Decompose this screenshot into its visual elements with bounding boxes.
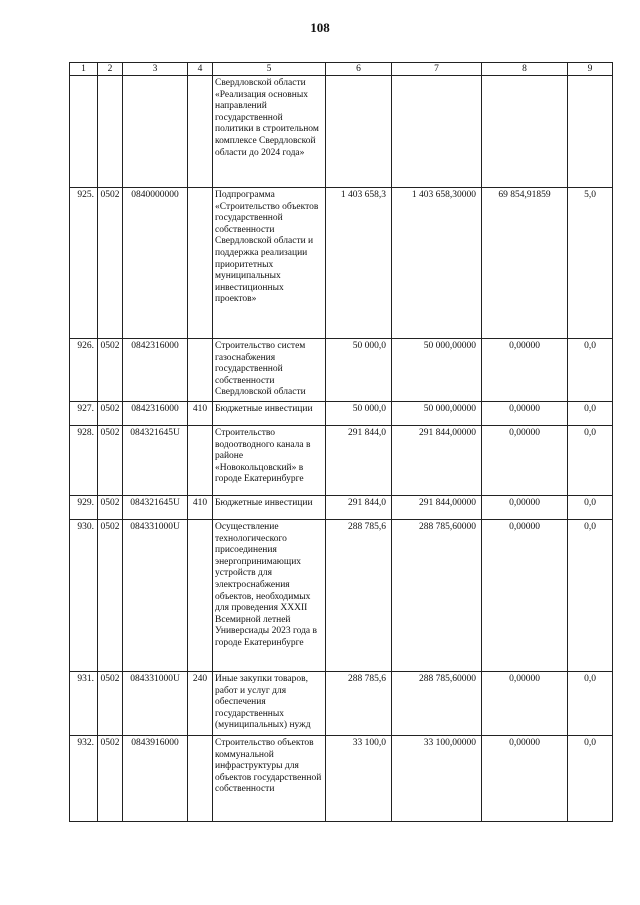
table-row — [70, 76, 613, 188]
planned-amount: 50 000,0 — [326, 401, 392, 425]
column-header: 8 — [482, 63, 568, 76]
row-name: Строительство водоотводного канала в районе «Новокольцовский» в городе Екатеринбурге — [213, 425, 326, 495]
section-code: 0502 — [98, 401, 123, 425]
section-code: 0502 — [98, 671, 123, 735]
row-number: 927. — [70, 401, 98, 425]
executed-amount: 288 785,60000 — [392, 519, 482, 671]
target-article-code: 084321645U — [123, 495, 188, 519]
percent-value: 0,0 — [568, 495, 613, 519]
row-number: 930. — [70, 519, 98, 671]
planned-amount: 50 000,0 — [326, 339, 392, 402]
table-row — [70, 188, 613, 339]
row-number: 926. — [70, 339, 98, 402]
target-article-code: 0843916000 — [123, 735, 188, 821]
planned-amount: 33 100,0 — [326, 735, 392, 821]
column-header: 2 — [98, 63, 123, 76]
target-article-code: 084331000U — [123, 671, 188, 735]
row-number — [70, 76, 98, 188]
table-row — [70, 401, 613, 425]
target-article-code: 0842316000 — [123, 401, 188, 425]
deviation-amount: 0,00000 — [482, 735, 568, 821]
column-header: 1 — [70, 63, 98, 76]
percent-value: 5,0 — [568, 188, 613, 339]
row-name: Подпрограмма «Строительство объектов государственной собственности Свердловской области и поддержка реализации приоритетных муниципальных инвестиционных проектов» — [213, 188, 326, 339]
executed-amount: 33 100,00000 — [392, 735, 482, 821]
deviation-amount — [482, 76, 568, 188]
column-header: 7 — [392, 63, 482, 76]
column-header: 3 — [123, 63, 188, 76]
table-row — [70, 671, 613, 735]
row-name: Иные закупки товаров, работ и услуг для обеспечения государственных (муниципальных) нужд — [213, 671, 326, 735]
planned-amount: 288 785,6 — [326, 519, 392, 671]
target-article-code: 0842316000 — [123, 339, 188, 402]
deviation-amount: 0,00000 — [482, 339, 568, 402]
percent-value: 0,0 — [568, 425, 613, 495]
row-number: 931. — [70, 671, 98, 735]
table-row — [70, 519, 613, 671]
percent-value: 0,0 — [568, 735, 613, 821]
section-code: 0502 — [98, 425, 123, 495]
percent-value: 0,0 — [568, 519, 613, 671]
deviation-amount: 0,00000 — [482, 425, 568, 495]
expense-type-code: 410 — [188, 401, 213, 425]
planned-amount: 288 785,6 — [326, 671, 392, 735]
table-row — [70, 735, 613, 821]
expense-type-code — [188, 425, 213, 495]
expense-type-code — [188, 339, 213, 402]
executed-amount — [392, 76, 482, 188]
row-name: Свердловской области «Реализация основных направлений государственной политики в строительном комплексе Свердловской области до 2024 года» — [213, 76, 326, 188]
table-row — [70, 425, 613, 495]
target-article-code: 0840000000 — [123, 188, 188, 339]
section-code: 0502 — [98, 519, 123, 671]
expense-type-code — [188, 519, 213, 671]
planned-amount: 1 403 658,3 — [326, 188, 392, 339]
expense-type-code — [188, 735, 213, 821]
row-name: Бюджетные инвестиции — [213, 401, 326, 425]
expense-type-code: 240 — [188, 671, 213, 735]
row-number: 925. — [70, 188, 98, 339]
planned-amount: 291 844,0 — [326, 425, 392, 495]
executed-amount: 50 000,00000 — [392, 401, 482, 425]
percent-value: 0,0 — [568, 339, 613, 402]
row-name: Бюджетные инвестиции — [213, 495, 326, 519]
page-number: 108 — [310, 20, 330, 35]
executed-amount: 50 000,00000 — [392, 339, 482, 402]
planned-amount: 291 844,0 — [326, 495, 392, 519]
executed-amount: 291 844,00000 — [392, 425, 482, 495]
row-number: 928. — [70, 425, 98, 495]
deviation-amount: 0,00000 — [482, 495, 568, 519]
row-name: Осуществление технологического присоединения энергопринимающих устройств для электроснабжения объектов, необходимых для проведения XXXII Всемирной летней Универсиады 2023 года в городе Екатеринбурге — [213, 519, 326, 671]
expense-type-code — [188, 76, 213, 188]
row-name: Строительство систем газоснабжения государственной собственности Свердловской области — [213, 339, 326, 402]
expense-type-code — [188, 188, 213, 339]
table-row — [70, 495, 613, 519]
row-number: 929. — [70, 495, 98, 519]
deviation-amount: 69 854,91859 — [482, 188, 568, 339]
deviation-amount: 0,00000 — [482, 401, 568, 425]
executed-amount: 1 403 658,30000 — [392, 188, 482, 339]
column-header: 5 — [213, 63, 326, 76]
expense-type-code: 410 — [188, 495, 213, 519]
column-header: 6 — [326, 63, 392, 76]
target-article-code: 084321645U — [123, 425, 188, 495]
deviation-amount: 0,00000 — [482, 519, 568, 671]
row-number: 932. — [70, 735, 98, 821]
percent-value: 0,0 — [568, 671, 613, 735]
deviation-amount: 0,00000 — [482, 671, 568, 735]
header-row — [70, 63, 613, 76]
section-code: 0502 — [98, 495, 123, 519]
percent-value: 0,0 — [568, 401, 613, 425]
column-header: 4 — [188, 63, 213, 76]
target-article-code — [123, 76, 188, 188]
executed-amount: 291 844,00000 — [392, 495, 482, 519]
section-code: 0502 — [98, 339, 123, 402]
planned-amount — [326, 76, 392, 188]
executed-amount: 288 785,60000 — [392, 671, 482, 735]
percent-value — [568, 76, 613, 188]
row-name: Строительство объектов коммунальной инфраструктуры для объектов государственной собственности — [213, 735, 326, 821]
target-article-code: 084331000U — [123, 519, 188, 671]
column-header: 9 — [568, 63, 613, 76]
section-code: 0502 — [98, 735, 123, 821]
budget-table — [69, 62, 613, 822]
table-row — [70, 339, 613, 402]
section-code — [98, 76, 123, 188]
section-code: 0502 — [98, 188, 123, 339]
